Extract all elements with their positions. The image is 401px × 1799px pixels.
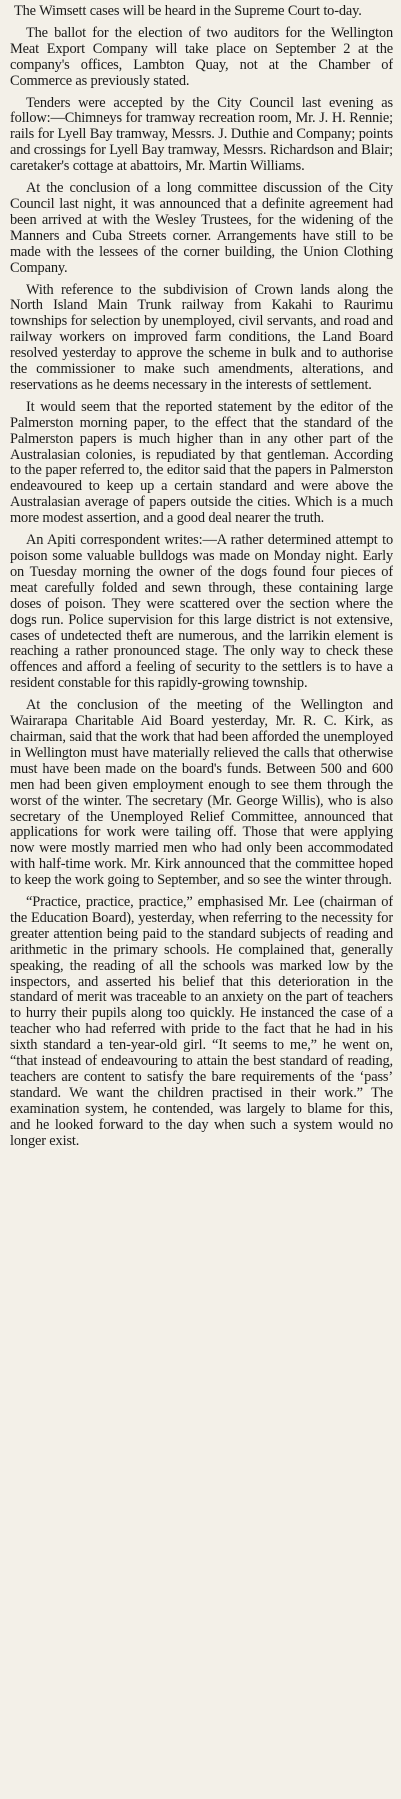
news-item-city-council-tenders: Tenders were accepted by the City Council last evening as follow:—Chimneys for tramway recreation room, Mr. J. H. Rennie; rails for Lyell Bay tramway, Messrs. J. Duthie and Company; points and crossings for Lyell Bay tramway, Messrs. Richardson and Blair; caretaker's cottage at abattoirs, Mr. Martin Williams. (10, 94, 393, 175)
news-item-wimsett-cases: The Wimsett cases will be heard in the Supreme Court to-day. (14, 4, 362, 19)
news-item-palmerston-papers: It would seem that the reported statement by the editor of the Palmerston morning paper, to the effect that the standard of the Palmerston papers is much higher than in any other part of the Australasian colonies, is repudiated by that gentleman. According to the paper referred to, the editor said that the papers in Palmerston endeavoured to keep up a certain standard and were above the Australasian average of papers outside the cities. Which is a much more modest assertion, and a good deal nearer the truth. (10, 398, 393, 527)
news-item-education-board-practice: “Practice, practice, practice,” emphasised Mr. Lee (chairman of the Education Board), yesterday, when referring to the necessity for greater attention being paid to the standard subjects of reading and arithmetic in the primary schools. He complained that, generally speaking, the reading of all the schools was marked low by the inspectors, and asserted his belief that this deterioration in the standard of merit was traceable to an anxiety on the part of teachers to hurry their pupils along too quickly. He instanced the case of a teacher who had referred with pride to the fact that he had in his sixth standard a ten-year-old girl. “It seems to me,” he went on, “that instead of endeavouring to attain the best standard of reading, teachers are content to satisfy the bare requirements of the ‘pass’ standard. We want the children practised in their work.” The examination system, he contended, was largely to blame for this, and he looked forward to the day when such a system would no longer exist. (10, 894, 393, 1149)
news-item-charitable-aid-board: At the conclusion of the meeting of the Wellington and Wairarapa Charitable Aid Board yesterday, Mr. R. C. Kirk, as chairman, said that the work that had been afforded the unemployed in Wellington must have materially relieved the calls that otherwise must have been made on the board's funds. Between 500 and 600 men had been given employment enough to see them through the worst of the winter. The secretary (Mr. George Willis), who is also secretary of the Unemployed Relief Committee, announced that applications for work were tailing off. Those that were applying now were mostly married men who had only been accommodated with half-time work. Mr. Kirk announced that the committee hoped to keep the work going to September, and so see the winter through. (10, 697, 393, 889)
news-item-crown-lands-subdivision: With reference to the subdivision of Crown lands along the North Island Main Trunk railway from Kakahi to Raurimu townships for selection by unemployed, civil servants, and road and railway workers on improved farm conditions, the Land Board resolved yesterday to approve the scheme in bulk and to authorise the commissioner to make such amendments, alterations, and reservations as he deems necessary in the interests of settlement. (10, 281, 393, 393)
news-item-meat-export-ballot: The ballot for the election of two auditors for the Wellington Meat Export Company will take place on September 2 at the company's offices, Lambton Quay, not at the Chamber of Commerce as previously stated. (10, 24, 393, 89)
news-item-manners-cuba-corner: At the conclusion of a long committee discussion of the City Council last night, it was announced that a definite agreement had been arrived at with the Wesley Trustees, for the widening of the Manners and Cuba Streets corner. Arrangements have still to be made with the lessees of the corner building, the Union Clothing Company. (10, 180, 393, 276)
news-item-apiti-bulldogs: An Apiti correspondent writes:—A rather determined attempt to poison some valuable bulldogs was made on Monday night. Early on Tuesday morning the owner of the dogs found four pieces of meat carefully folded and sewn through, these containing large doses of poison. They were scattered over the section where the dogs run. Police supervision for this large district is not extensive, cases of undetected theft are numerous, and the larrikin element is reaching a rather pronounced stage. The only way to check these offences and afford a feeling of security to the settlers is to have a resident constable for this rapidly-growing township. (10, 532, 393, 692)
newspaper-column (10, 4, 393, 1791)
